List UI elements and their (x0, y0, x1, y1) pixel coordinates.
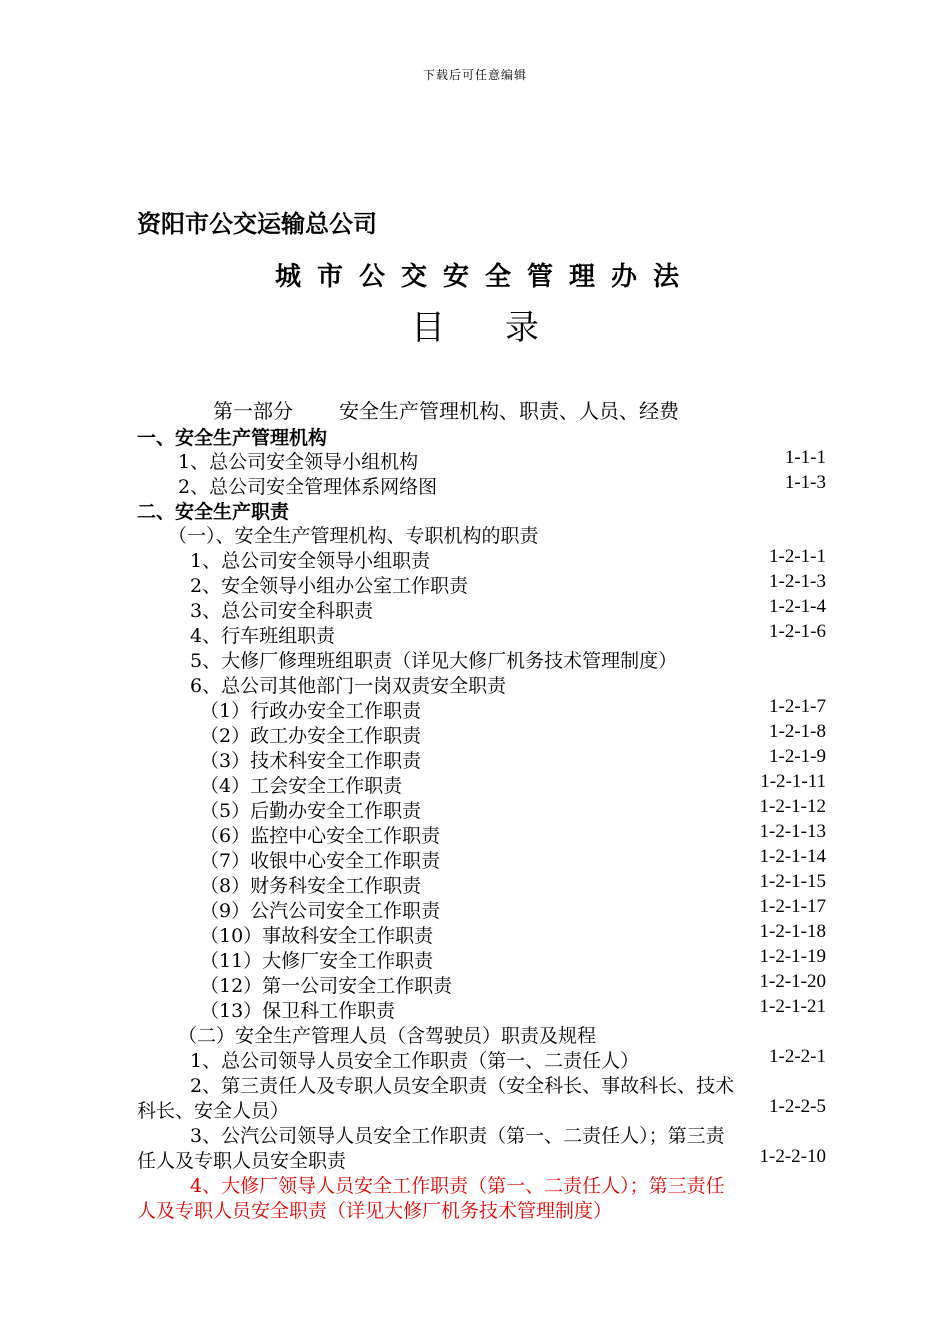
toc-entry-code: 1-2-2-5 (769, 1096, 826, 1117)
company-name: 资阳市公交运输总公司 (137, 210, 377, 238)
toc-entry: 1、总公司安全领导小组职责 (190, 550, 431, 572)
toc-entry-code: 1-2-1-18 (759, 921, 826, 942)
toc-entry: 1、总公司安全领导小组机构 (178, 451, 419, 473)
part-title: 安全生产管理机构、职责、人员、经费 (339, 399, 679, 423)
toc-entry-continued: 任人及专职人员安全职责 (137, 1150, 347, 1172)
toc-entry: （4）工会安全工作职责 (200, 775, 403, 797)
toc-entry: （11）大修厂安全工作职责 (200, 950, 434, 972)
toc-entry: 3、总公司安全科职责 (190, 600, 374, 622)
toc-entry-code: 1-2-1-8 (769, 721, 826, 742)
toc-entry-code: 1-2-1-19 (759, 946, 826, 967)
toc-entry-code: 1-2-1-17 (759, 896, 826, 917)
toc-entry: 3、公汽公司领导人员安全工作职责（第一、二责任人）；第三责 (190, 1125, 725, 1147)
toc-entry: 4、行车班组职责 (190, 625, 336, 647)
toc-entry-code: 1-2-1-12 (759, 796, 826, 817)
toc-heading (0, 300, 950, 349)
part-heading (213, 395, 679, 424)
subsection-heading: （一）、安全生产管理机构、专职机构的职责 (168, 525, 539, 547)
toc-heading-char-2: 录 (505, 308, 539, 348)
toc-entry-code: 1-1-1 (784, 447, 826, 468)
toc-entry: （8）财务科安全工作职责 (200, 875, 422, 897)
document-title: 城市公交安全管理办法 (274, 262, 695, 292)
toc-entry: （10）事故科安全工作职责 (200, 925, 434, 947)
toc-entry-highlighted-continued: 人及专职人员安全职责（详见大修厂机务技术管理制度） (137, 1200, 613, 1222)
toc-entry: （2）政工办安全工作职责 (200, 725, 422, 747)
toc-entry: （5）后勤办安全工作职责 (200, 800, 422, 822)
toc-entry-code: 1-2-1-15 (759, 871, 826, 892)
toc-entry: （6）监控中心安全工作职责 (200, 825, 441, 847)
toc-entry-code: 1-2-1-14 (759, 846, 826, 867)
toc-entry-code: 1-2-2-1 (769, 1046, 826, 1067)
toc-entry-code: 1-2-1-11 (760, 771, 826, 792)
toc-entry: （9）公汽公司安全工作职责 (200, 900, 441, 922)
toc-entry-continued: 科长、安全人员） (137, 1100, 290, 1122)
part-label: 第一部分 (213, 399, 293, 423)
toc-entry: （3）技术科安全工作职责 (200, 750, 422, 772)
toc-entry: （1）行政办安全工作职责 (200, 700, 422, 722)
toc-entry: 6、总公司其他部门一岗双责安全职责 (190, 675, 507, 697)
toc-heading-char-1: 目 (411, 308, 445, 348)
toc-entry: （7）收银中心安全工作职责 (200, 850, 441, 872)
toc-entry: （12）第一公司安全工作职责 (200, 975, 453, 997)
toc-entry-code: 1-2-1-13 (759, 821, 826, 842)
toc-entry-code: 1-2-1-20 (759, 971, 826, 992)
toc-entry-code: 1-2-1-7 (769, 696, 826, 717)
toc-entry-highlighted: 4、大修厂领导人员安全工作职责（第一、二责任人）；第三责任 (190, 1175, 725, 1197)
toc-entry: 2、第三责任人及专职人员安全职责（安全科长、事故科长、技术 (190, 1075, 735, 1097)
subsection-heading: （二）安全生产管理人员（含驾驶员）职责及规程 (178, 1025, 597, 1047)
toc-entry-code: 1-1-3 (784, 472, 826, 493)
toc-entry-code: 1-2-2-10 (759, 1146, 826, 1167)
toc-entry-code: 1-2-1-4 (769, 596, 826, 617)
toc-entry-code: 1-2-1-21 (759, 996, 826, 1017)
toc-entry: 2、安全领导小组办公室工作职责 (190, 575, 469, 597)
toc-entry: （13）保卫科工作职责 (200, 1000, 396, 1022)
section-heading: 二、安全生产职责 (137, 501, 290, 523)
toc-entry: 1、总公司领导人员安全工作职责（第一、二责任人） (190, 1050, 640, 1072)
toc-entry-code: 1-2-1-3 (769, 571, 826, 592)
page-header: 下载后可任意编辑 (422, 68, 527, 82)
toc-entry-code: 1-2-1-9 (769, 746, 826, 767)
toc-entry-code: 1-2-1-6 (769, 621, 826, 642)
toc-entry-code: 1-2-1-1 (769, 546, 826, 567)
toc-entry: 2、总公司安全管理体系网络图 (178, 476, 438, 498)
section-heading: 一、安全生产管理机构 (137, 427, 328, 449)
toc-entry: 5、大修厂修理班组职责（详见大修厂机务技术管理制度） (190, 650, 678, 672)
